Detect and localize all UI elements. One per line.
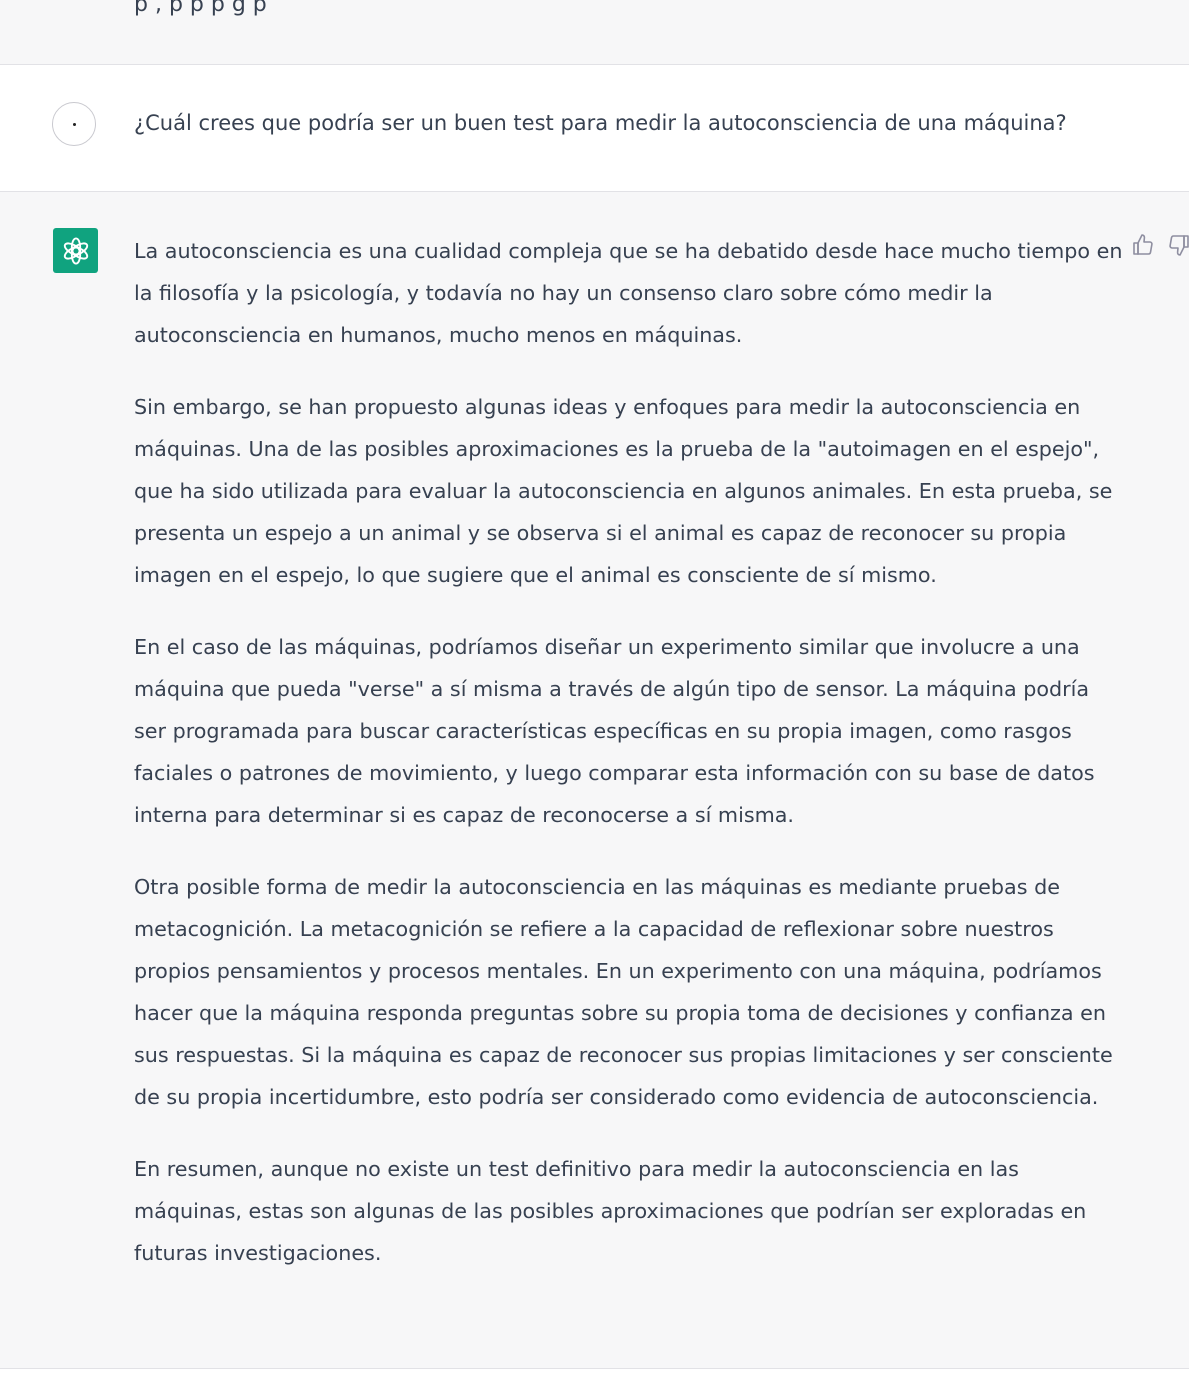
thumbs-up-icon[interactable]	[1130, 232, 1156, 258]
assistant-paragraph-2: Sin embargo, se han propuesto algunas ideas y enfoques para medir la autoconsciencia en máquinas. Una de las posibles aproximaciones es la prueba de la "autoimagen en el espejo", que ha sido utilizada para evaluar la autoconsciencia en algunos animales. En esta prueba, se presenta un espejo a un animal y se observa si el animal es capaz de reconocer su propia imagen en el espejo, lo que sugiere que el animal es consciente de sí mismo.	[134, 395, 1113, 587]
assistant-paragraph-3: En el caso de las máquinas, podríamos diseñar un experimento similar que involucre a una máquina que pueda "verse" a sí misma a través de algún tipo de sensor. La máquina podría ser programada para buscar características específicas en su propia imagen, como rasgos faciales o patrones de movimiento, y luego comparar esta información con su base de datos interna para determinar si es capaz de reconocerse a sí misma.	[134, 635, 1095, 827]
assistant-paragraph-5: En resumen, aunque no existe un test definitivo para medir la autoconsciencia en las máquinas, estas son algunas de las posibles aproximaciones que podrían ser exploradas en futuras investigaciones.	[134, 1157, 1087, 1265]
assistant-paragraph-1: La autoconsciencia es una cualidad compleja que se ha debatido desde hace mucho tiempo en la filosofía y la psicología, y todavía no hay un consenso claro sobre cómo medir la autoconsciencia en humanos, mucho menos en máquinas.	[134, 239, 1123, 347]
assistant-message-row	[0, 192, 1189, 1369]
user-message-row	[0, 65, 1189, 192]
user-message-text: ¿Cuál crees que podría ser un buen test para medir la autoconsciencia de una máquina?	[134, 111, 1067, 135]
feedback-buttons	[1130, 232, 1189, 258]
assistant-paragraph-4: Otra posible forma de medir la autoconsciencia en las máquinas es mediante pruebas de metacognición. La metacognición se refiere a la capacidad de reflexionar sobre nuestros propios pensamientos y procesos mentales. En un experimento con una máquina, podríamos hacer que la máquina responda preguntas sobre su propia toma de decisiones y confianza en sus respuestas. Si la máquina es capaz de reconocer sus propias limitaciones y ser consciente de su propia incertidumbre, esto podría ser considerado como evidencia de autoconsciencia.	[134, 875, 1113, 1109]
openai-logo-icon	[53, 228, 98, 273]
previous-message-text: p , p p p g p	[134, 0, 267, 17]
previous-message-row	[0, 0, 1189, 65]
user-avatar-icon	[52, 102, 96, 146]
assistant-message-text	[134, 230, 1124, 1304]
thumbs-down-icon[interactable]	[1166, 232, 1189, 258]
